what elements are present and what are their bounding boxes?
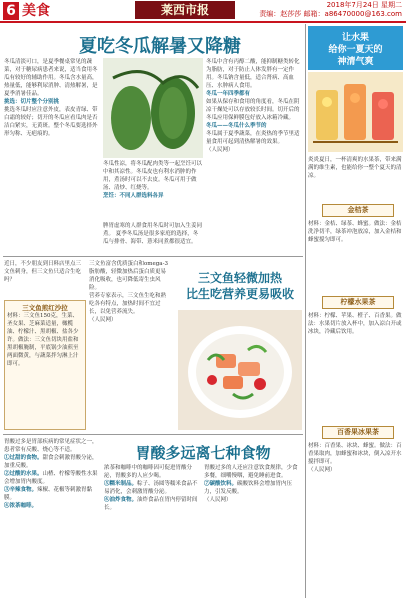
story1-col2b: 脾胃虚寒的人群食用冬瓜时可加入生姜同煮。 <box>103 223 203 237</box>
story3-sub4: ④浓茶咖啡。 <box>4 503 38 509</box>
page-number: 6 <box>3 2 19 20</box>
story2-headline-line2: 比生吃营养更易吸收 <box>185 287 294 301</box>
tag3-body: 材料：百香果、冰块、蜂蜜。做法：百香果取肉，加蜂蜜和冰块，倒入凉开水搅拌即可。 <box>308 443 402 465</box>
story1-col1-text: 冬瓜清淡可口，是夏季餐桌常见的蔬菜，对于糖尿病患者来说，适当食用冬瓜有较好的辅助作用。冬瓜含水量高，热量低，能够利尿消肿、清热解暑，是夏季消暑佳品。 <box>4 59 98 97</box>
recipe-box-text: 材料：三文鱼150克，生菜、圣女果、芝麻菜适量，橄榄油、柠檬汁、黑胡椒、盐各少许。做法：三文鱼切块用盐和黑胡椒腌制，平底锅少油煎至两面微黄，与蔬菜拌匀淋上汁即可。 <box>7 313 79 367</box>
story1-sub3b: 冬瓜——冬瓜什么季节的 <box>206 123 267 129</box>
story3-col3-text: 胃酸过多的人还应注意饮食规律，少食多餐，细嚼慢咽，避免睡前进食。 <box>204 465 298 479</box>
story2-col2b: 营养专家表示，三文鱼生吃和熟吃各有特点，加热时间不宜过长，以免营养流失。 <box>89 293 167 315</box>
tag1-text: 材料：金桔、绿茶、蜂蜜。做法：金桔洗净切半，绿茶冲泡放凉，加入金桔和蜂蜜搅匀即可。 <box>308 221 402 243</box>
tag-jinju-tea: 金桔茶 <box>322 204 394 217</box>
story-divider-2 <box>3 434 303 435</box>
header-meta <box>259 1 402 19</box>
story3-col3 <box>204 464 302 596</box>
tag-lemon-fruit-tea: 柠檬水果茶 <box>322 296 394 309</box>
page-header <box>0 0 406 22</box>
sidebar-title <box>308 26 403 70</box>
story1-credit: （人民网） <box>206 147 234 153</box>
story3-sub1: ①过甜的食物。 <box>4 455 43 461</box>
editor-contact: 责编：赵莎莎 邮箱：a86470000@163.com <box>259 10 402 18</box>
story3-col2b: 粽子、汤圆等糯米食品不易消化，会刺激胃酸分泌。 <box>104 481 198 495</box>
story3-sub2: ②过酸的水果。 <box>4 471 43 477</box>
story3-sub7: ⑦碳酸饮料。 <box>204 481 238 487</box>
sidebar-intro: 炎炎夏日，一杯清爽的水果茶，带来满满的维生素，也能给你一整个夏天的清凉。 <box>308 157 402 179</box>
story3-col1c: 山楂、柠檬等酸性水果会增加胃内酸度。 <box>4 471 98 485</box>
tag-passionfruit-tea: 百香果冰果茶 <box>322 426 394 439</box>
story2-headline-line1: 三文鱼轻微加热 <box>197 271 282 285</box>
story3-credit: （人民网） <box>204 497 232 503</box>
issue-date: 2018年7月24日 星期二 <box>326 1 402 9</box>
story3-headline: 胃酸多远离七种食物 <box>135 444 271 462</box>
story3-col2-text: 浓茶和咖啡中的咖啡因可促进胃酸分泌，胃酸多的人应少喝。 <box>104 465 193 479</box>
section-title: 美食 <box>22 3 50 19</box>
story3-sub3: ③辛辣食物。 <box>4 487 38 493</box>
story3-col1 <box>4 438 100 596</box>
story1-col2c: 夏季冬瓜汤是很多家庭的选择，冬瓜与排骨、海带、薏米同煮都很适宜。 <box>103 231 199 245</box>
story3-sub5: ⑤糯米制品。 <box>104 481 138 487</box>
salmon-salad-photo <box>178 310 302 430</box>
sidebar-title-line3: 神清气爽 <box>337 57 374 67</box>
story3-col3b: 碳酸饮料会增加胃内压力，引发反酸。 <box>204 481 293 495</box>
masthead-logo: 莱西市报 <box>135 1 235 19</box>
fruit-drinks-photo <box>308 72 403 152</box>
story1-col2-text: 冬瓜性凉，将冬瓜配肉类等一起烹饪可以中和其凉性。冬瓜皮也有利水消肿的作用，煮汤时可以不去皮。冬瓜可用于做汤、清炒、红烧等。 <box>103 161 203 191</box>
story3-col2c: 油炸食品在胃内停留时间长。 <box>104 497 198 511</box>
story1-sub1: 挑选：切片整个分别挑 <box>4 99 60 105</box>
story3-col1-text: 胃酸过多是胃部疾病的常见症状之一，患者常有反酸、烧心等不适。 <box>4 439 98 453</box>
story1-col3b: 如果从保存和食用的角度看，冬瓜在阴凉干燥处可以存放较长时间。切开后的冬瓜应用保鲜膜包好放入冰箱冷藏。 <box>206 99 300 121</box>
story1-col1b: 挑选冬瓜时应注意外皮，表皮青绿、带白霜的较好；切开的冬瓜应看瓜肉是否洁白紧实，无黄斑。整个冬瓜要选择外形匀称、无疤痕的。 <box>4 107 98 137</box>
story3-col1b: 甜食会刺激胃酸分泌，加重反酸。 <box>4 455 98 469</box>
winter-melon-photo <box>103 58 203 158</box>
story3-sub6: ⑥油炸食物。 <box>104 497 138 503</box>
recipe-box-title: 三文鱼煎红沙拉 <box>22 304 68 312</box>
story2-credit: （人民网） <box>89 317 117 323</box>
story1-col3-text: 冬瓜中含有丙醇二酸，能抑制糖类转化为脂肪，对于防止人体发胖有一定作用。冬瓜钠含量低，适合肾病、高血压、水肿病人食用。 <box>206 59 300 89</box>
story1-col2-lower <box>103 222 203 252</box>
story1-headline: 夏吃冬瓜解暑又降糖 <box>79 36 241 57</box>
story2-col1: 近日，不少朋友到日料店里点三文鱼刺身，但三文鱼只适合生吃吗？ <box>4 261 82 283</box>
story1-col3 <box>206 58 302 253</box>
column-divider <box>305 24 306 598</box>
story1-sub2: 烹饪：不同人群选料各异 <box>103 193 164 199</box>
recipe-box <box>4 300 86 430</box>
sidebar-title-line2: 给你一夏天的 <box>328 45 383 55</box>
story3-col1d: 辣椒、花椒等刺激胃黏膜。 <box>4 487 93 501</box>
story1-col1 <box>4 58 100 248</box>
tag2-text: 材料：柠檬、苹果、橙子、百香果。做法：水果切片放入杯中，加入凉白开或冰块，冷藏后饮用。 <box>308 313 402 335</box>
header-rule <box>0 21 406 23</box>
story-divider-1 <box>3 256 303 257</box>
story2-col2-text: 三文鱼富含优质蛋白和omega-3脂肪酸，轻微加热后蛋白质更易消化吸收，也可降低寄生虫风险。 <box>89 261 168 291</box>
story1-col3c: 冬瓜属于夏季蔬菜，在炎热的季节里适量食用可起到清热解暑的效果。 <box>206 131 300 145</box>
sidebar-title-line1: 让水果 <box>341 33 369 43</box>
story1-sub3: 冬瓜一年四季都有 <box>206 91 251 97</box>
story2-headline <box>178 270 302 302</box>
story2-col2 <box>89 260 171 430</box>
tag3-text <box>308 442 403 582</box>
sidebar-credit: （人民网） <box>308 467 336 473</box>
story3-col2 <box>104 464 200 596</box>
story1-col2 <box>103 160 203 220</box>
